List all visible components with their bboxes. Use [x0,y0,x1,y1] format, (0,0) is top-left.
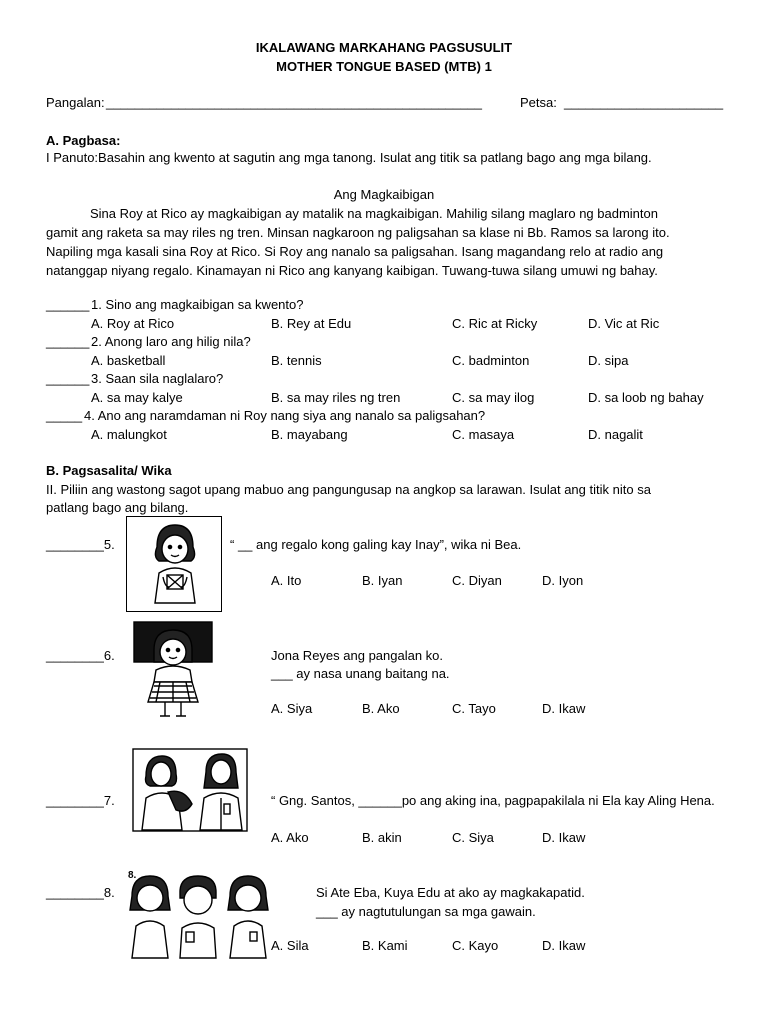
choice-a: A. basketball [91,353,166,368]
page-title: IKALAWANG MARKAHANG PAGSUSULIT [255,40,513,55]
choice-c: C. Ric at Ricky [452,316,538,331]
choice-d: D. Iyon [542,573,584,588]
choice-c: C. Siya [452,830,494,845]
choice-c: C. Diyan [452,573,502,588]
choice-c: C. badminton [452,353,530,368]
choice-b: B. mayabang [271,427,348,442]
sentence-line: ___ ay nasa unang baitang na. [271,666,450,681]
question-text: 4. Ano ang naramdaman ni Roy nang siya ang nanalo sa paligsahan? [84,408,486,423]
sentence-line: Jona Reyes ang pangalan ko. [271,648,444,663]
choice-c: C. Kayo [452,938,499,953]
choice-d: D. Ikaw [542,830,586,845]
choice-c: C. masaya [452,427,515,442]
choice-b: B. tennis [271,353,322,368]
choice-a: A. Ako [271,830,309,845]
page-subtitle: MOTHER TONGUE BASED (MTB) 1 [276,59,492,74]
sentence-line: “ Gng. Santos, ______po ang aking ina, pagpapakilala ni Ela kay Aling Hena. [271,793,715,808]
choice-d: D. Vic at Ric [588,316,660,331]
choice-a: A. malungkot [91,427,167,442]
question-text: 1. Sino ang magkaibigan sa kwento? [91,297,304,312]
answer-blank[interactable]: ________7. [46,793,115,808]
section-b-instructions: II. Piliin ang wastong sagot upang mabuo ang pangungusap na angkop sa larawan. Isulat ang titik nito sa [46,482,651,497]
choice-a: A. Sila [271,938,309,953]
story-line: gamit ang raketa sa may riles ng tren. Minsan nagkaroon ng paligsahan sa klase ni Bb. Ramos sa larong ito. [46,225,670,240]
choice-a: A. Siya [271,701,313,716]
story-line: Napiling mga kasali sina Roy at Rico. Si Roy ang nanalo sa paligsahan. Isang magandang relo at radio ang [46,244,664,259]
choice-d: D. Ikaw [542,701,586,716]
answer-blank[interactable]: _____ [46,408,83,423]
choice-d: D. Ikaw [542,938,586,953]
story-title: Ang Magkaibigan [333,187,435,202]
story-line: Sina Roy at Rico ay magkaibigan ay matalik na magkaibigan. Mahilig silang maglaro ng badminton [90,206,658,221]
choice-c: C. sa may ilog [452,390,535,405]
story-line: natanggap niyang regalo. Kinamayan ni Rico ang kanyang kaibigan. Tuwang-tuwa silang umuwi ng bahay. [46,263,658,278]
answer-blank[interactable]: ________5. [46,537,115,552]
section-a-instructions: I Panuto:Basahin ang kwento at sagutin ang mga tanong. Isulat ang titik sa patlang bago ang mga bilang. [46,150,652,165]
section-b-instructions: patlang bago ang bilang. [46,500,189,515]
answer-blank[interactable]: ______ [46,297,90,312]
sentence-line: ___ ay nagtutulungan sa mga gawain. [316,904,536,919]
section-a-title: A. Pagbasa: [46,133,121,148]
girl-holding-gift-picture [126,516,222,612]
choice-b: B. akin [362,830,402,845]
answer-blank[interactable]: ______ [46,371,90,386]
date-label: Petsa: [520,95,557,110]
three-siblings-picture [124,866,274,960]
choice-a: A. Ito [271,573,302,588]
choice-b: B. Iyan [362,573,403,588]
section-b-title: B. Pagsasalita/ Wika [46,463,172,478]
choice-b: B. sa may riles ng tren [271,390,401,405]
choice-d: D. sa loob ng bahay [588,390,704,405]
choice-b: B. Rey at Edu [271,316,352,331]
mother-and-teacher-picture [132,748,248,832]
name-label: Pangalan: [46,95,105,110]
choice-c: C. Tayo [452,701,496,716]
question-text: 2. Anong laro ang hilig nila? [91,334,251,349]
choice-d: D. sipa [588,353,629,368]
answer-blank[interactable]: ________8. [46,885,115,900]
name-field[interactable]: ____________________________________________________ [106,95,482,110]
choice-b: B. Kami [362,938,408,953]
story-passage [46,204,706,280]
choice-a: A. sa may kalye [91,390,183,405]
choice-a: A. Roy at Rico [91,316,175,331]
student-girl-picture [132,620,214,720]
question-text: 3. Saan sila naglalaro? [91,371,224,386]
sentence-line: Si Ate Eba, Kuya Edu at ako ay magkakapatid. [316,885,585,900]
date-field[interactable]: ______________________ [564,95,724,110]
answer-blank[interactable]: ______ [46,334,90,349]
answer-blank[interactable]: ________6. [46,648,115,663]
picture-number-label: 8. [128,870,137,881]
sentence-line: “ __ ang regalo kong galing kay Inay”, wika ni Bea. [230,537,522,552]
choice-b: B. Ako [362,701,400,716]
choice-d: D. nagalit [588,427,643,442]
